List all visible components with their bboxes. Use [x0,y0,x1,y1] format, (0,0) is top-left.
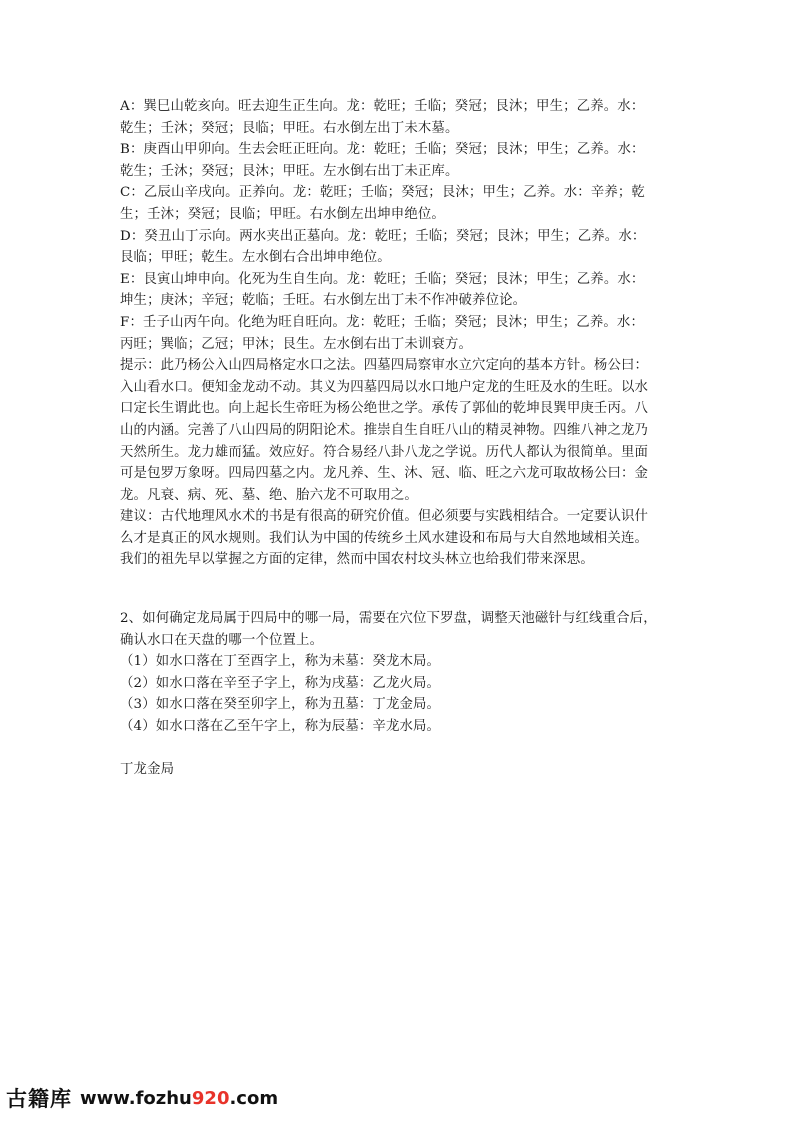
url-prefix: www.fozhu [80,1087,192,1109]
text-line: 艮临；甲旺；乾生。左水倒右合出坤申绝位。 [120,250,391,266]
text-line: 2、如何确定龙局属于四局中的哪一局，需要在穴位下罗盘，调整天池磁针与红线重合后， [120,611,657,627]
text-line: 乾生；壬沐；癸冠；艮临；甲旺。右水倒左出丁未木墓。 [120,120,459,136]
site-name: 古籍库 [6,1087,72,1111]
text-line: 坤生；庚沐；辛冠；乾临；壬旺。右水倒左出丁未不作冲破养位论。 [120,293,527,309]
text-line: B：庚酉山甲卯向。生去会旺正旺向。龙：乾旺；壬临；癸冠；艮沐；甲生；乙养。水： [120,142,645,158]
text-line: D：癸丑山丁示向。两水夹出正墓向。龙：乾旺；壬临；癸冠；艮沐；甲生；乙养。水： [120,228,646,244]
section-one [120,96,675,571]
section-spacer [120,571,675,608]
text-line: 龙。凡衰、病、死、墓、绝、胎六龙不可取用之。 [120,487,418,503]
section-two [120,608,675,738]
text-line: 么才是真正的风水规则。我们认为中国的传统乡土风水建设和布局与大自然地域相关连。 [120,530,649,546]
text-line: 入山看水口。便知金龙动不动。其义为四墓四局以水口地户定龙的生旺及水的生旺。以水 [120,379,649,395]
text-line: 生；壬沐；癸冠；艮临；甲旺。右水倒左出坤申绝位。 [120,206,445,222]
text-line: 乾生；壬沐；癸冠；艮沐；甲旺。左水倒右出丁未正库。 [120,163,459,179]
text-line: 口定长生谓此也。向上起长生帝旺为杨公绝世之学。承传了郭仙的乾坤艮巽甲庚壬丙。八 [120,401,649,417]
text-line: 建议：古代地理风水术的书是有很高的研究价值。但必须要与实践相结合。一定要认识什 [120,509,649,525]
list-item: （1）如水口落在丁至酉字上，称为未墓：癸龙木局。 [120,654,441,670]
section-three [120,759,675,781]
text-line: 山的内涵。完善了八山四局的阴阳论术。推崇自生自旺八山的精灵神物。四维八神之龙乃 [120,422,649,438]
list-item: （3）如水口落在癸至卯字上，称为丑墓：丁龙金局。 [120,697,441,713]
watermark-footer [6,1083,278,1113]
url-accent: 920 [191,1087,230,1109]
text-line: 确认水口在天盘的哪一个位置上。 [120,632,324,648]
text-line: 可是包罗万象呀。四局四墓之内。龙凡养、生、沐、冠、临、旺之六龙可取故杨公曰：金 [120,466,649,482]
section-heading: 丁龙金局 [120,761,175,777]
text-line: 提示：此乃杨公入山四局格定水口之法。四墓四局察审水立穴定向的基本方针。杨公曰： [120,358,649,374]
text-line: 天然所生。龙力雄而猛。效应好。符合易经八卦八龙之学说。历代人都认为很简单。里面 [120,444,649,460]
text-line: F：壬子山丙午向。化绝为旺自旺向。龙：乾旺；壬临；癸冠；艮沐；甲生；乙养。水： [120,314,644,330]
url-suffix: .com [229,1087,279,1109]
text-line: A：巽巳山乾亥向。旺去迎生正生向。龙：乾旺；壬临；癸冠；艮沐；甲生；乙养。水： [120,99,645,114]
list-item: （4）如水口落在乙至午字上，称为辰墓：辛龙水局。 [120,719,441,735]
text-line: C：乙辰山辛戌向。正养向。龙：乾旺；壬临；癸冠；艮沐；甲生；乙养。水：辛养；乾 [120,185,645,201]
list-item: （2）如水口落在辛至子字上，称为戌墓：乙龙火局。 [120,675,441,691]
section-spacer [120,738,675,759]
site-url-link[interactable] [80,1088,278,1109]
document-body [120,96,675,780]
text-line: E：艮寅山坤申向。化死为生自生向。龙：乾旺；壬临；癸冠；艮沐；甲生；乙养。水： [120,271,645,287]
text-line: 我们的祖先早以掌握之方面的定律，然而中国农村坟头林立也给我们带来深思。 [120,552,594,568]
text-line: 丙旺；巽临；乙冠；甲沐；艮生。左水倒右出丁未训衰方。 [120,336,473,352]
